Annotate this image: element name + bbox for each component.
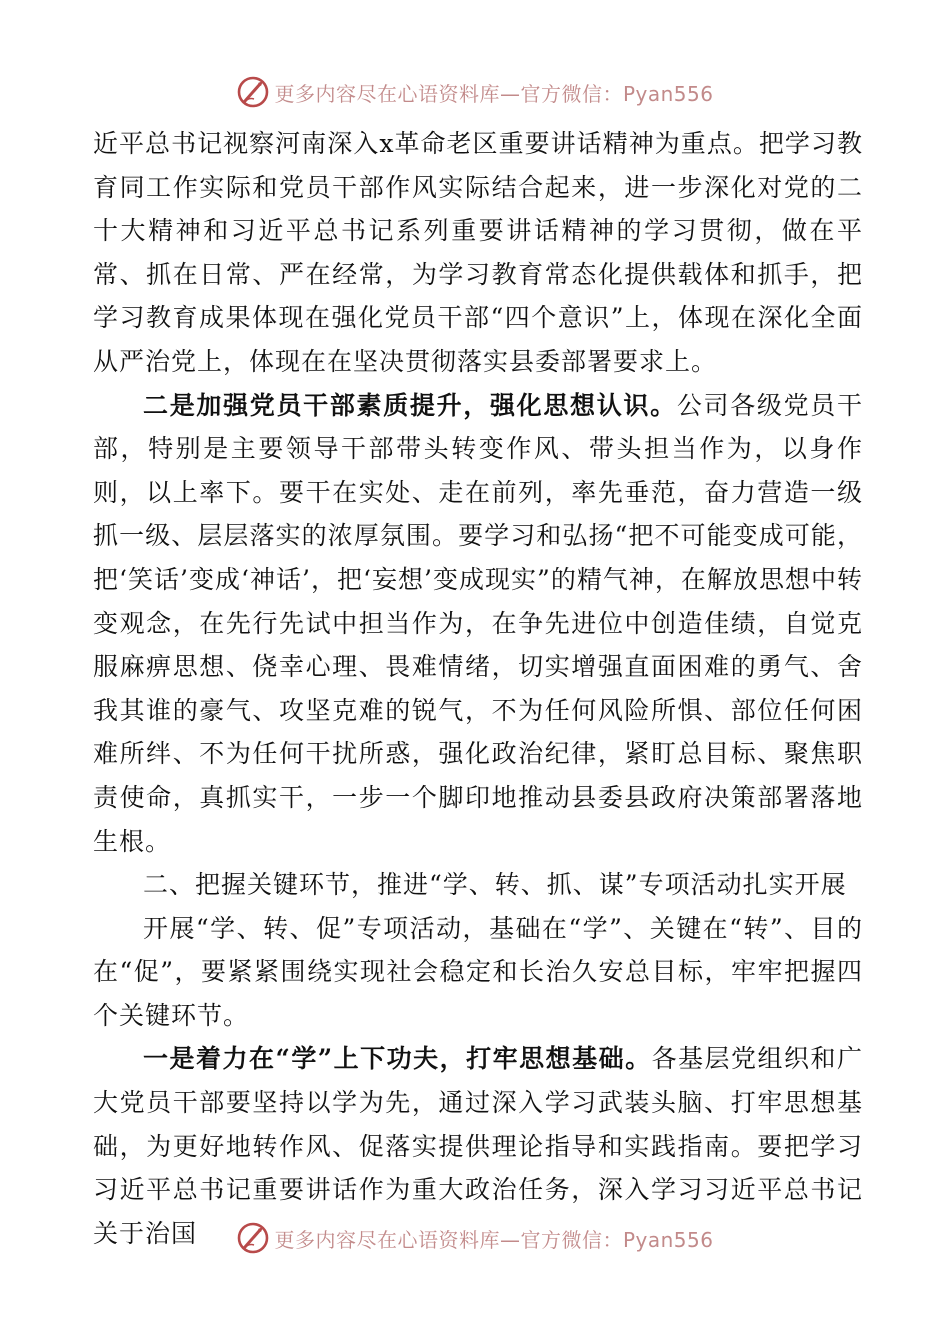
footer-watermark-banner xyxy=(0,1218,950,1258)
paragraph-5-lead: 一是着力在“学”上下功夫，打牢思想基础。 xyxy=(143,1044,652,1074)
document-body xyxy=(93,122,863,1255)
paragraph-2-lead: 二是加强党员干部素质提升，强化思想认识。 xyxy=(143,390,677,420)
paragraph-4-text: 开展“学、转、促”专项活动，基础在“学”、关键在“转”、目的在“促”，要紧紧围绕实现社会稳定和长治久安总目标，牢牢把握四个关键环节。 xyxy=(93,913,863,1030)
paragraph-3-text: 二、把握关键环节，推进“学、转、抓、谋”专项活动扎实开展 xyxy=(143,870,847,900)
pen-circle-logo-icon xyxy=(236,1221,270,1255)
section-heading xyxy=(93,863,863,907)
header-watermark-banner xyxy=(0,72,950,112)
paragraph-2 xyxy=(93,384,863,864)
paragraph-5-text: 各基层党组织和广大党员干部要坚持以学为先，通过深入学习武装头脑、打牢思想基础，为更好地转作风、促落实提供理论指导和实践指南。要把学习习近平总书记重要讲话作为重大政治任务，深入学习习近平总书记关于治国 xyxy=(93,1044,863,1248)
footer-watermark-text: 更多内容尽在心语资料库—官方微信：Pyan556 xyxy=(274,1227,714,1252)
paragraph-2-text: 公司各级党员干部，特别是主要领导干部带头转变作风、带头担当作为，以身作则，以上率下。要干在实处、走在前列，率先垂范，奋力营造一级抓一级、层层落实的浓厚氛围。要学习和弘扬“把不可能变成可能，把‘笑话’变成‘神话’，把‘妄想’变成现实”的精气神，在解放思想中转变观念，在先行先试中担当作为，在争先进位中创造佳绩，自觉克服麻痹思想、侥幸心理、畏难情绪，切实增强直面困难的勇气、舍我其谁的豪气、攻坚克难的锐气，不为任何风险所惧、部位任何困难所绊、不为任何干扰所惑，强化政治纪律，紧盯总目标、聚焦职责使命，真抓实干，一步一个脚印地推动县委县政府决策部署落地生根。 xyxy=(93,390,863,856)
paragraph-1-text: 近平总书记视察河南深入x革命老区重要讲话精神为重点。把学习教育同工作实际和党员干部作风实际结合起来，进一步深化对党的二十大精神和习近平总书记系列重要讲话精神的学习贯彻，做在平常、抓在日常、严在经常，为学习教育常态化提供载体和抓手，把学习教育成果体现在强化党员干部“四个意识”上，体现在深化全面从严治党上，体现在在坚决贯彻落实县委部署要求上。 xyxy=(93,129,863,376)
paragraph-1 xyxy=(93,122,863,384)
header-watermark-text: 更多内容尽在心语资料库—官方微信：Pyan556 xyxy=(274,81,714,106)
paragraph-4 xyxy=(93,907,863,1038)
pen-circle-logo-icon xyxy=(236,75,270,109)
